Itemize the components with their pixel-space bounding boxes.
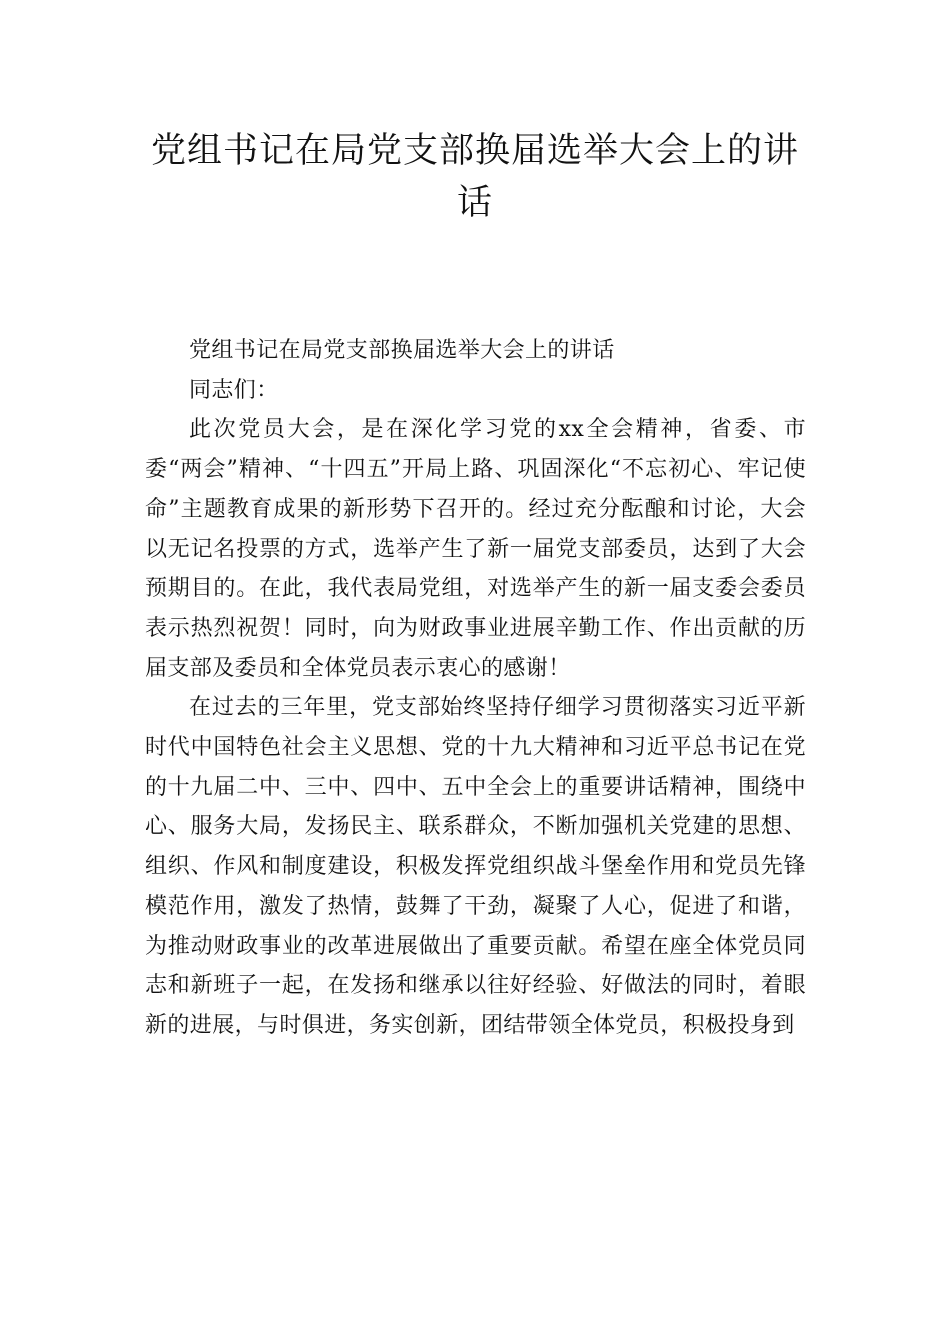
document-title: 党组书记在局党支部换届选举大会上的讲话: [150, 131, 799, 223]
document-body: [145, 331, 806, 1046]
body-paragraph-heading: 党组书记在局党支部换届选举大会上的讲话: [189, 338, 615, 363]
body-paragraph: 此次党员大会，是在深化学习党的xx全会精神，省委、市委“两会”精神、“十四五”开局上路、巩固深化“不忘初心、牢记使命”主题教育成果的新形势下召开的。经过充分酝酿和讨论，大会以无记名投票的方式，选举产生了新一届党支部委员，达到了大会预期目的。在此，我代表局党组，对选举产生的新一届支委会委员表示热烈祝贺！同时，向为财政事业进展辛勤工作、作出贡献的历届支部及委员和全体党员表示衷心的感谢！: [145, 417, 806, 681]
body-paragraph: 在过去的三年里，党支部始终坚持仔细学习贯彻落实习近平新时代中国特色社会主义思想、党的十九大精神和习近平总书记在党的十九届二中、三中、四中、五中全会上的重要讲话精神，围绕中心、服务大局，发扬民主、联系群众，不断加强机关党建的思想、组织、作风和制度建设，积极发挥党组织战斗堡垒作用和党员先锋模范作用，激发了热情，鼓舞了干劲，凝聚了人心，促进了和谐，为推动财政事业的改革进展做出了重要贡献。希望在座全体党员同志和新班子一起，在发扬和继承以往好经验、好做法的同时，着眼新的进展，与时俱进，务实创新，团结带领全体党员，积极投身到: [145, 695, 806, 1038]
body-paragraph-salutation: 同志们：: [189, 377, 279, 403]
